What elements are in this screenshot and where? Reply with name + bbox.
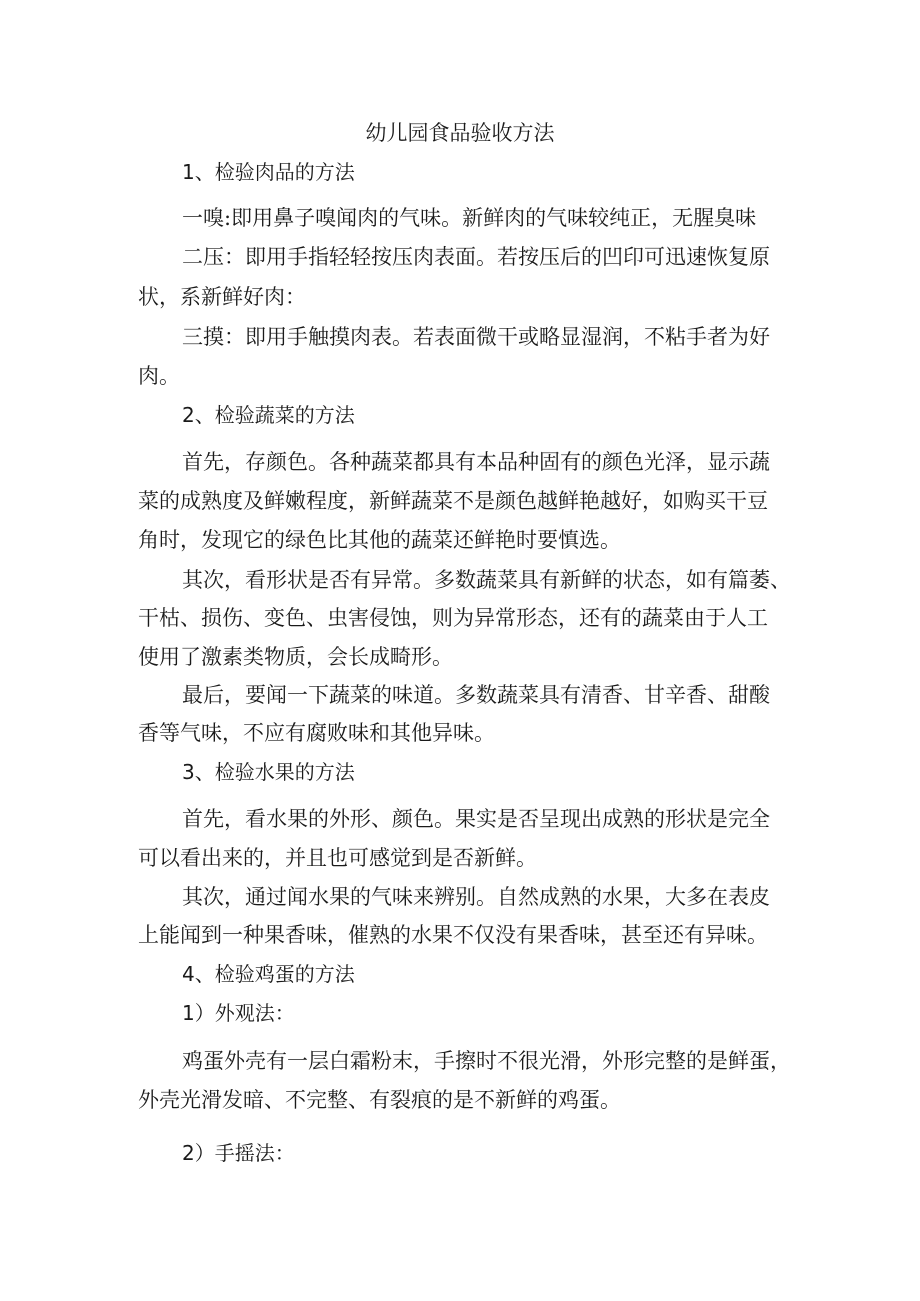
paragraph-line: 角时，发现它的绿色比其他的蔬菜还鲜艳时要慎选。 <box>138 528 621 552</box>
section-heading-meat: 1、检验肉品的方法 <box>182 160 355 184</box>
paragraph-line: 一嗅:即用鼻子嗅闻肉的气味。新鲜肉的气味较纯正，无腥臭味 <box>182 206 757 230</box>
paragraph-line: 首先，存颜色。各种蔬菜都具有本品种固有的颜色光泽，显示蔬 <box>182 450 770 474</box>
subheading-appearance-method: 1）外观法： <box>182 1001 295 1025</box>
subheading-shake-method: 2）手摇法： <box>182 1141 295 1165</box>
paragraph-line: 上能闻到一种果香味，催熟的水果不仅没有果香味，甚至还有异味。 <box>138 923 768 947</box>
section-heading-vegetables: 2、检验蔬菜的方法 <box>182 403 355 427</box>
paragraph-line: 首先，看水果的外形、颜色。果实是否呈现出成熟的形状是完全 <box>182 807 770 831</box>
paragraph-line: 可以看出来的，并且也可感觉到是否新鲜。 <box>138 846 537 870</box>
paragraph-line: 肉。 <box>138 364 180 388</box>
section-heading-eggs: 4、检验鸡蛋的方法 <box>182 962 355 986</box>
paragraph-line: 最后，要闻一下蔬菜的味道。多数蔬菜具有清香、甘辛香、甜酸 <box>182 683 770 707</box>
paragraph-line: 其次，通过闻水果的气味来辨别。自然成熟的水果，大多在表皮 <box>182 885 770 909</box>
paragraph-line: 香等气味，不应有腐败味和其他异味。 <box>138 721 495 745</box>
paragraph-line: 三摸：即用手触摸肉表。若表面微干或略显湿润，不粘手者为好 <box>182 325 770 349</box>
paragraph-line: 菜的成熟度及鲜嫩程度，新鲜蔬菜不是颜色越鲜艳越好，如购买干豆 <box>138 489 768 513</box>
section-heading-fruit: 3、检验水果的方法 <box>182 760 355 784</box>
paragraph-line: 干枯、损伤、变色、虫害侵蚀，则为异常形态，还有的蔬菜由于人工 <box>138 606 768 630</box>
paragraph-line: 使用了激素类物质，会长成畸形。 <box>138 645 453 669</box>
paragraph-line: 鸡蛋外壳有一层白霜粉末，手擦时不很光滑，外形完整的是鲜蛋， <box>182 1049 791 1073</box>
page-title: 幼儿园食品验收方法 <box>365 121 555 145</box>
paragraph-line: 外壳光滑发暗、不完整、有裂痕的是不新鲜的鸡蛋。 <box>138 1088 621 1112</box>
paragraph-line: 二压：即用手指轻轻按压肉表面。若按压后的凹印可迅速恢复原 <box>182 245 770 269</box>
paragraph-line: 状，系新鲜好肉： <box>138 285 306 309</box>
paragraph-line: 其次，看形状是否有异常。多数蔬菜具有新鲜的状态，如有篇萎、 <box>182 568 791 592</box>
